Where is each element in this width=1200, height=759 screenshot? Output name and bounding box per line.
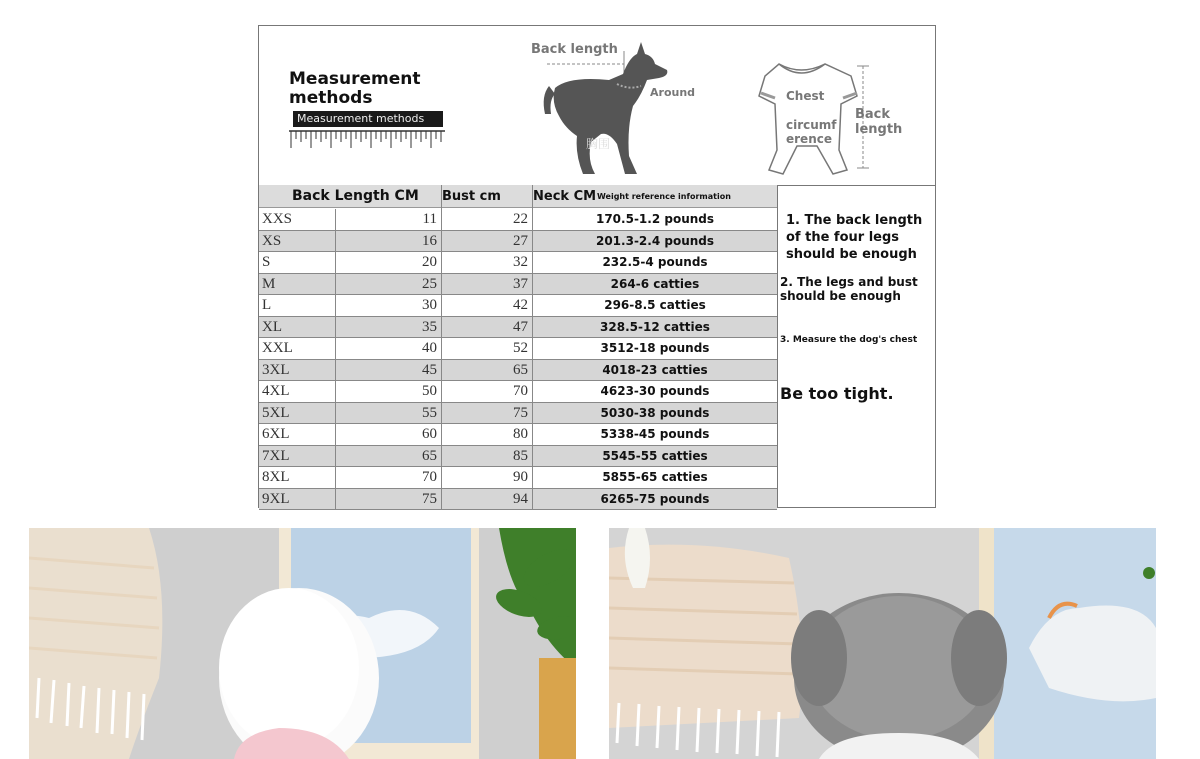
- tip-1: [786, 212, 935, 263]
- table-column-divider: [441, 185, 442, 510]
- table-row: [259, 360, 777, 382]
- size-cell: 4XL: [262, 383, 290, 399]
- weight-cell: 296-8.5 catties: [604, 298, 706, 312]
- table-column-divider: [335, 209, 336, 510]
- tip-1-line2: should be enough: [786, 247, 917, 262]
- weight-cell: 232.5-4 pounds: [602, 255, 708, 269]
- size-cell: XXS: [262, 211, 293, 227]
- back-length-cell: 65: [422, 447, 437, 464]
- bust-cell: 85: [513, 447, 528, 464]
- photo-gray-dog: [609, 528, 1156, 759]
- size-cell: XL: [262, 318, 282, 335]
- weight-cell: 201.3-2.4 pounds: [595, 233, 715, 248]
- back-length-cell: 75: [422, 490, 437, 507]
- bust-cell: 22: [513, 211, 528, 227]
- table-row: [259, 489, 777, 511]
- size-cell: 5XL: [262, 404, 290, 421]
- weight-cell: 5338-45 pounds: [600, 427, 710, 441]
- weight-cell: 4018-23 catties: [602, 362, 708, 377]
- photo-white-dog: [29, 528, 576, 759]
- weight-cell: 328.5-12 catties: [600, 319, 710, 334]
- weight-cell: 4623-30 pounds: [600, 384, 710, 398]
- size-cell: 6XL: [262, 426, 290, 442]
- back-length-cell: 50: [422, 383, 437, 399]
- table-column-divider: [532, 185, 533, 510]
- weight-cell: 5030-38 pounds: [600, 405, 710, 420]
- table-right-divider: [777, 185, 778, 508]
- table-row: [259, 252, 777, 274]
- table-row: [259, 317, 777, 339]
- ruler-icon: [289, 130, 449, 152]
- table-row: [259, 424, 777, 446]
- back-length-cell: 20: [422, 254, 437, 270]
- back-length-cell: 11: [422, 211, 437, 227]
- table-row: [259, 338, 777, 360]
- header-neck: Neck CM: [533, 189, 597, 204]
- table-row: [259, 295, 777, 317]
- bust-cell: 65: [513, 361, 528, 378]
- bust-cell: 37: [513, 275, 528, 292]
- size-chart-card: [258, 25, 936, 508]
- bust-cell: 75: [513, 404, 528, 421]
- back-length-label: Back length: [531, 42, 618, 57]
- size-cell: 3XL: [262, 361, 290, 378]
- size-cell: S: [262, 254, 271, 270]
- weight-cell: 5855-65 catties: [602, 470, 708, 484]
- size-cell: L: [262, 297, 272, 313]
- measurement-title-line1: Measurement: [289, 69, 421, 89]
- bust-cell: 70: [513, 383, 528, 399]
- size-cell: 9XL: [262, 490, 290, 507]
- bust-cell: 52: [513, 340, 528, 356]
- weight-cell: 264-6 catties: [610, 276, 700, 291]
- dog-silhouette-icon: [529, 36, 689, 186]
- table-row: [259, 467, 777, 489]
- weight-cell: 5545-55 catties: [602, 448, 708, 463]
- tip-1-line1: 1. The back length of the four legs: [786, 213, 923, 245]
- measurement-methods-title: [289, 70, 421, 108]
- bust-cell: 32: [513, 254, 528, 270]
- header-weight: Weight reference information: [597, 192, 731, 201]
- back-length-cell: 16: [422, 232, 437, 249]
- circumference-line2: erence: [786, 132, 832, 146]
- size-cell: 8XL: [262, 469, 290, 485]
- table-row: [259, 209, 777, 231]
- shirt-back-length-label: Back length: [855, 107, 903, 137]
- ruler-label: Measurement methods: [293, 111, 443, 127]
- back-length-cell: 40: [422, 340, 437, 356]
- around-label: Around: [650, 86, 696, 99]
- table-row: [259, 231, 777, 253]
- table-row: [259, 274, 777, 296]
- measurement-title-line2: methods: [289, 88, 373, 108]
- bust-cell: 80: [513, 426, 528, 442]
- bust-cell: 42: [513, 297, 528, 313]
- chest-marker-label: 胸围: [586, 137, 611, 151]
- size-cell: XS: [262, 232, 282, 249]
- back-length-cell: 30: [422, 297, 437, 313]
- bust-cell: 47: [513, 318, 528, 335]
- chest-label: Chest: [786, 89, 825, 103]
- table-row: [259, 381, 777, 403]
- tip-4: Be too tight.: [780, 384, 894, 403]
- bust-cell: 90: [513, 469, 528, 485]
- tip-3: 3. Measure the dog's chest: [780, 335, 918, 345]
- back-length-cell: 35: [422, 318, 437, 335]
- weight-cell: 170.5-1.2 pounds: [595, 212, 715, 226]
- back-length-cell: 25: [422, 275, 437, 292]
- header-back-length: Back Length CM: [292, 188, 419, 204]
- size-cell: M: [262, 275, 276, 292]
- header-bust: Bust cm: [442, 189, 501, 204]
- tip-2: 2. The legs and bust should be enough: [780, 275, 918, 303]
- bust-cell: 27: [513, 232, 528, 249]
- weight-cell: 6265-75 pounds: [600, 491, 710, 506]
- table-row: [259, 446, 777, 468]
- table-row: [259, 403, 777, 425]
- back-length-cell: 60: [422, 426, 437, 442]
- bust-cell: 94: [513, 490, 528, 507]
- weight-cell: 3512-18 pounds: [600, 341, 710, 355]
- back-length-cell: 45: [422, 361, 437, 378]
- size-cell: XXL: [262, 340, 293, 356]
- table-header-row: [259, 185, 777, 208]
- circumference-line1: circumf: [786, 118, 837, 132]
- circumference-label: [786, 118, 837, 146]
- size-cell: 7XL: [262, 447, 290, 464]
- measurement-methods-header: [259, 26, 935, 186]
- back-length-cell: 70: [422, 469, 437, 485]
- back-length-cell: 55: [422, 404, 437, 421]
